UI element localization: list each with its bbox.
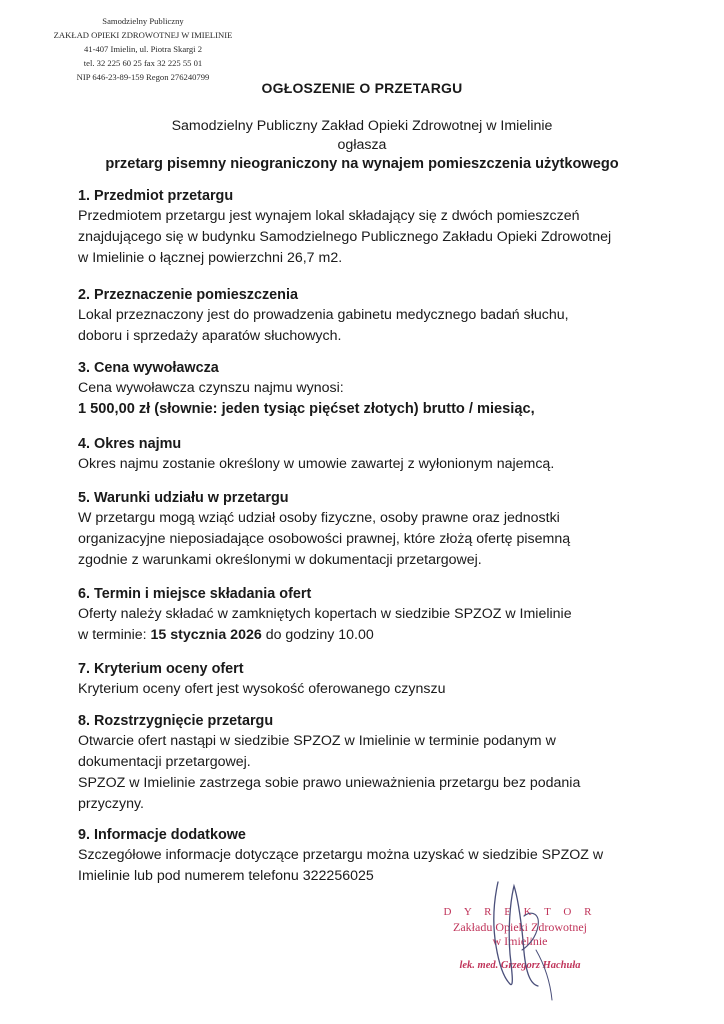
section-starting-price [78, 358, 678, 420]
section-heading: 5. Warunki udziału w przetargu [78, 490, 289, 506]
stamp-institution: Zakładu Opieki Zdrowotnej [453, 920, 587, 934]
intro-tender-type: przetarg pisemny nieograniczony na wynajem pomieszczenia użytkowego [105, 156, 619, 172]
section-lease-period [78, 434, 678, 475]
stamp-line: Samodzielny Publiczny [102, 16, 184, 26]
section-heading: 1. Przedmiot przetargu [78, 188, 234, 204]
section-line: organizacyjne nieposiadające osobowości prawnej, które złożą ofertę pisemną [78, 531, 571, 547]
handwritten-signature-icon [420, 880, 710, 1010]
section-subject [78, 186, 678, 269]
deadline-line [78, 625, 678, 646]
section-heading: 3. Cena wywoławcza [78, 360, 219, 376]
section-line: Szczegółowe informacje dotyczące przetargu można uzyskać w siedzibie SPZOZ w [78, 847, 604, 863]
price-amount: 1 500,00 zł (słownie: jeden tysiąc pięćset złotych) brutto / miesiąc, [78, 401, 535, 417]
intro [0, 117, 724, 174]
deadline-suffix: do godziny 10.00 [261, 627, 374, 643]
section-line: Kryterium oceny ofert jest wysokość oferowanego czynszu [78, 681, 446, 697]
stamp-location: w Imielinie [492, 934, 548, 948]
section-heading: 8. Rozstrzygnięcie przetargu [78, 713, 274, 729]
intro-organization: Samodzielny Publiczny Zakład Opieki Zdrowotnej w Imielinie [171, 118, 553, 134]
section-resolution [78, 711, 678, 815]
section-heading: 6. Termin i miejsce składania ofert [78, 586, 312, 602]
section-line: Imielinie lub pod numerem telefonu 322256025 [78, 868, 374, 884]
section-heading: 2. Przeznaczenie pomieszczenia [78, 287, 298, 303]
deadline-prefix: w terminie: [78, 627, 151, 643]
signature-stamp [420, 880, 710, 1010]
section-line: w Imielinie o łącznej powierzchni 26,7 m2. [78, 250, 343, 266]
section-line: Otwarcie ofert nastąpi w siedzibie SPZOZ w Imielinie w terminie podanym w [78, 733, 556, 749]
intro-announces: ogłasza [337, 137, 387, 153]
section-additional-info [78, 825, 678, 887]
section-participation-conditions [78, 488, 678, 571]
stamp-line: 41-407 Imielin, ul. Piotra Skargi 2 [84, 44, 202, 54]
stamp-director-title: D Y R E K T O R [443, 906, 597, 918]
stamp-line: NIP 646-23-89-159 Regon 276240799 [76, 72, 210, 82]
stamp-director-name: lek. med. Grzegorz Hachuła [459, 960, 581, 971]
stamp-line: ZAKŁAD OPIEKI ZDROWOTNEJ W IMIELINIE [53, 30, 233, 40]
section-line: Cena wywoławcza czynszu najmu wynosi: [78, 380, 344, 396]
header-stamp [28, 14, 258, 84]
section-line: Okres najmu zostanie określony w umowie zawartej z wyłonionym najemcą. [78, 456, 555, 472]
section-line: SPZOZ w Imielinie zastrzega sobie prawo unieważnienia przetargu bez podania [78, 775, 581, 791]
section-heading: 4. Okres najmu [78, 436, 182, 452]
section-heading: 7. Kryterium oceny ofert [78, 661, 244, 677]
section-line: dokumentacji przetargowej. [78, 754, 251, 770]
section-line: Oferty należy składać w zamkniętych kopertach w siedzibie SPZOZ w Imielinie [78, 606, 572, 622]
section-line: zgodnie z warunkami określonymi w dokumentacji przetargowej. [78, 552, 482, 568]
section-submission-deadline [78, 584, 678, 646]
section-line: Lokal przeznaczony jest do prowadzenia gabinetu medycznego badań słuchu, [78, 307, 569, 323]
document-title: OGŁOSZENIE O PRZETARGU [261, 80, 463, 96]
section-evaluation-criterion [78, 659, 678, 700]
section-heading: 9. Informacje dodatkowe [78, 827, 246, 843]
section-line: W przetargu mogą wziąć udział osoby fizyczne, osoby prawne oraz jednostki [78, 510, 560, 526]
section-line: znajdującego się w budynku Samodzielnego Publicznego Zakładu Opieki Zdrowotnej [78, 229, 612, 245]
section-line: Przedmiotem przetargu jest wynajem lokal składający się z dwóch pomieszczeń [78, 208, 580, 224]
section-purpose [78, 285, 678, 347]
section-line: doboru i sprzedaży aparatów słuchowych. [78, 328, 342, 344]
deadline-date: 15 stycznia 2026 [150, 627, 262, 643]
stamp-line: tel. 32 225 60 25 fax 32 225 55 01 [83, 58, 203, 68]
section-line: przyczyny. [78, 796, 144, 812]
